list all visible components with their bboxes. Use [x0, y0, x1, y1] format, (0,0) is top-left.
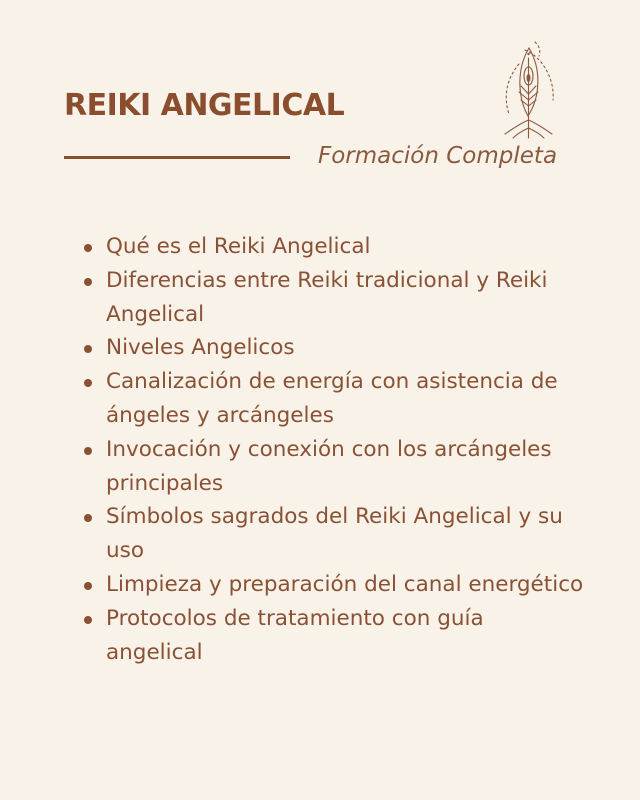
topic-text: Diferencias entre Reiki tradicional y Reiki Angelical: [106, 267, 548, 327]
list-item: [64, 230, 584, 264]
list-item: [64, 264, 584, 332]
list-item: [64, 365, 584, 433]
list-item: [64, 568, 584, 602]
list-item: [64, 500, 584, 568]
bullet-icon: [84, 514, 92, 522]
topic-text: Protocolos de tratamiento con guía angelical: [106, 605, 484, 665]
topic-text: Invocación y conexión con los arcángeles principales: [106, 436, 552, 496]
topic-list: [64, 230, 584, 669]
list-item: [64, 331, 584, 365]
title-divider: [64, 156, 290, 159]
topic-text: Canalización de energía con asistencia de ángeles y arcángeles: [106, 369, 558, 428]
topic-text: Niveles Angelicos: [106, 335, 295, 361]
topic-text: Símbolos sagrados del Reiki Angelical y su uso: [106, 504, 563, 564]
feather-icon: [495, 34, 565, 144]
bullet-icon: [84, 244, 92, 252]
topic-text: Qué es el Reiki Angelical: [106, 234, 371, 259]
list-item: [64, 602, 584, 670]
page-subtitle: Formación Completa: [318, 143, 558, 169]
bullet-icon: [84, 447, 92, 455]
topic-text: Limpieza y preparación del canal energético: [106, 571, 584, 597]
bullet-icon: [84, 582, 92, 590]
bullet-icon: [84, 616, 92, 624]
bullet-icon: [84, 278, 92, 286]
page-title: REIKI ANGELICAL: [64, 88, 345, 123]
bullet-icon: [84, 345, 92, 353]
bullet-icon: [84, 379, 92, 387]
list-item: [64, 433, 584, 501]
